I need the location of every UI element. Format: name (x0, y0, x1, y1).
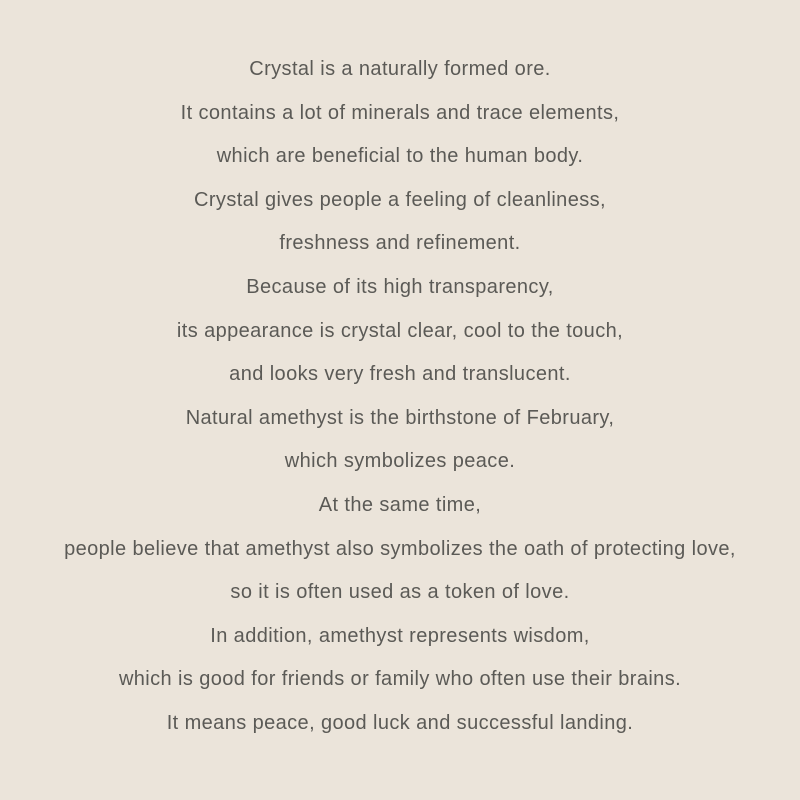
text-line: Crystal gives people a feeling of cleanliness, (194, 188, 606, 211)
text-line: Crystal is a naturally formed ore. (249, 58, 551, 80)
text-line: At the same time, (318, 493, 482, 516)
text-line: In addition, amethyst represents wisdom, (210, 624, 590, 647)
text-line: freshness and refinement. (279, 232, 521, 255)
text-line: It means peace, good luck and successful landing. (166, 711, 634, 734)
text-line: which is good for friends or family who often use their brains. (118, 668, 682, 691)
text-line: It contains a lot of minerals and trace elements, (180, 101, 620, 124)
text-line: so it is often used as a token of love. (230, 581, 570, 604)
text-line: which are beneficial to the human body. (216, 145, 584, 168)
text-line: its appearance is crystal clear, cool to the touch, (176, 319, 624, 342)
text-line: people believe that amethyst also symbolizes the oath of protecting love, (64, 537, 736, 560)
text-line: which symbolizes peace. (284, 450, 516, 473)
text-line: Because of its high transparency, (246, 275, 554, 298)
text-line: and looks very fresh and translucent. (229, 363, 571, 386)
text-line: Natural amethyst is the birthstone of February, (185, 406, 615, 429)
